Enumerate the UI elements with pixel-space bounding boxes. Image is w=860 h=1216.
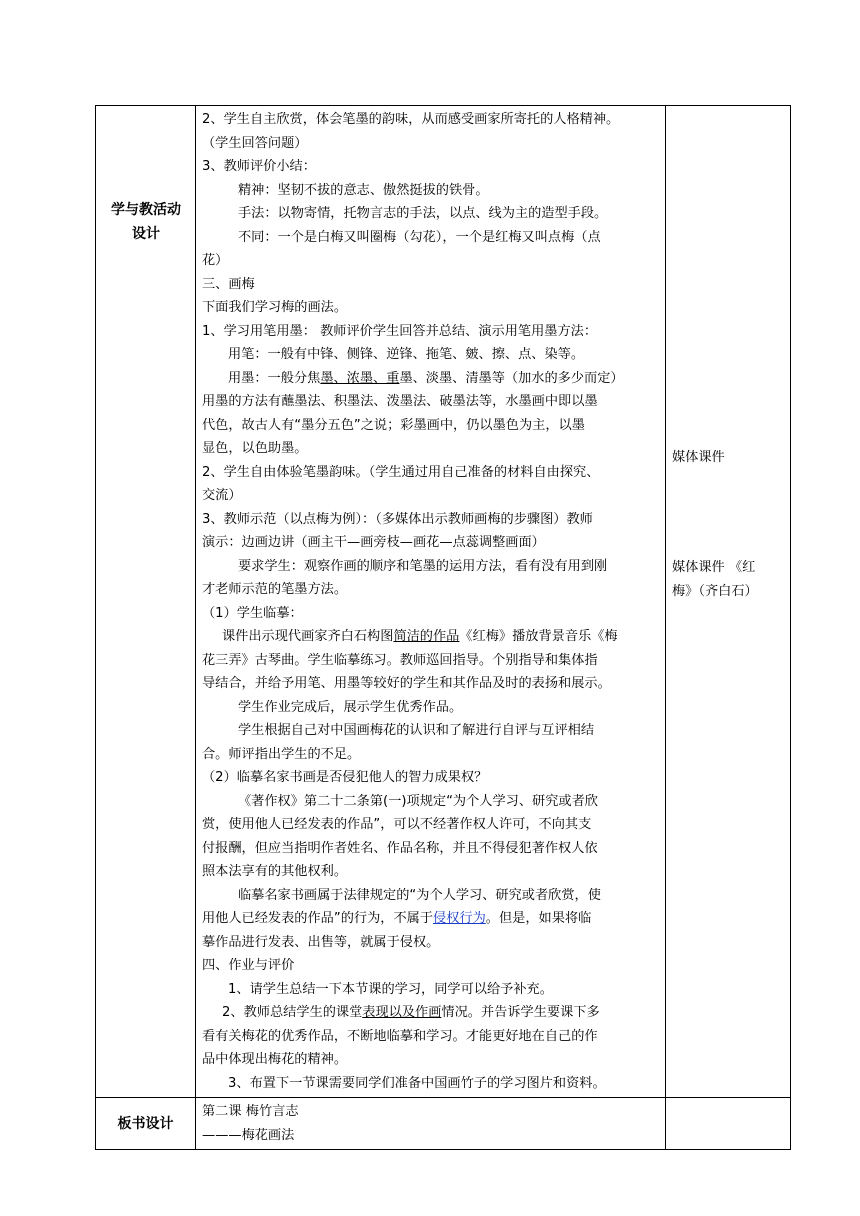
activity-row [96, 106, 791, 1098]
law-text-prefix: 用他人已经发表的作品”的行为，不属于 [202, 911, 434, 926]
board-design-line1: 第二课 梅竹言志 [202, 1104, 299, 1119]
law-text-suffix: 。但是，如果将临 [485, 911, 592, 926]
ink-text-underlined: 墨、浓墨、重 [320, 370, 400, 386]
activity-label-line1: 学与教活动 [111, 202, 181, 218]
infringement-link[interactable]: 侵权行为 [433, 911, 486, 926]
text-line: 看有关梅花的优秀作品，不断地临摹和学习。才能更好地在自己的作 [202, 1028, 598, 1044]
text-line: 学生根据自己对中国画梅花的认识和了解进行自评与互评相结 [238, 723, 595, 738]
media-courseware-2 [672, 556, 758, 603]
text-line: 照本法享有的其他权利。 [202, 864, 348, 879]
text-line: 不同：一个是白梅又叫圈梅（勾花），一个是红梅又叫点梅（点 [238, 229, 601, 245]
media-courseware-1: 媒体课件 [672, 450, 725, 465]
text-line: 代色，故古人有“墨分五色”之说；彩墨画中，仍以墨色为主，以墨 [202, 417, 585, 433]
media-courseware-2-line1: 媒体课件 《红 [672, 560, 756, 575]
text-line: 3、教师评价小结： [202, 159, 316, 174]
text-line: 临摹名家书画属于法律规定的“为个人学习、研究或者欣赏，使 [238, 887, 601, 903]
text-line: 3、布置下一节课需要同学们准备中国画竹子的学习图片和资料。 [228, 1075, 606, 1091]
courseware-text-prefix: 课件出示现代画家齐白石构图 [222, 629, 394, 644]
activity-label [96, 198, 196, 246]
ink-method-line [202, 367, 661, 391]
text-line: 摹作品进行发表、出售等，就属于侵权。 [202, 934, 440, 950]
activity-text-block-a [202, 108, 661, 367]
text-line: 付报酬，但应当指明作者姓名、作品名称，并且不得侵犯著作权人依 [202, 840, 598, 856]
text-line: 精神：坚韧不拔的意志、傲然挺拔的铁骨。 [238, 182, 489, 198]
activity-text-block-c [202, 649, 661, 908]
evaluation-text-underlined: 表现以及作画 [362, 1005, 442, 1020]
text-line: 下面我们学习梅的画法。 [202, 300, 348, 315]
board-design-empty-cell [666, 1098, 791, 1150]
text-line: 2、学生自由体验笔墨韵味。（学生通过用自己准备的材料自由探究、 [202, 464, 600, 480]
ink-text-suffix: 墨、淡墨、清墨等（加水的多少而定） [399, 370, 624, 386]
courseware-text-suffix: 《红梅》播放背景音乐《梅 [459, 629, 618, 644]
text-line: 要求学生：观察作画的顺序和笔墨的运用方法，看有没有用到刚 [238, 558, 608, 574]
text-line: （1）学生临摹： [202, 605, 303, 621]
board-design-content [196, 1098, 666, 1150]
text-line: 三、画梅 [202, 276, 255, 292]
activity-text-block-e [202, 1025, 661, 1096]
text-line: 合。师评指出学生的不足。 [202, 746, 361, 762]
text-line: 用笔：一般有中锋、侧锋、逆锋、拖笔、皴、擦、点、染等。 [228, 347, 585, 362]
text-line: （2）临摹名家书画是否侵犯他人的智力成果权？ [202, 770, 488, 785]
board-design-row [96, 1098, 791, 1150]
text-line: 才老师示范的笔墨方法。 [202, 582, 348, 597]
text-line: （学生回答问题） [202, 135, 308, 151]
text-line: 《著作权》第二十二条第(一)项规定“为个人学习、研究或者欣 [238, 793, 598, 809]
lesson-plan-table [95, 105, 791, 1150]
ink-text-prefix: 用墨：一般分焦 [228, 370, 321, 386]
board-design-line2: ———梅花画法 [202, 1127, 295, 1143]
activity-label-line2: 设计 [132, 226, 160, 242]
activity-text-block-b [202, 390, 661, 625]
text-line: 导结合，并给予用笔、用墨等较好的学生和其作品及时的表扬和展示。 [202, 676, 611, 691]
evaluation-line [202, 1001, 661, 1025]
courseware-line [202, 625, 661, 649]
activity-content-cell [196, 106, 666, 1098]
text-line: 演示：边画边讲（画主干—画旁枝—画花—点蕊调整画面） [202, 535, 545, 550]
text-line: 2、学生自主欣赏，体会笔墨的韵味，从而感受画家所寄托的人格精神。 [202, 112, 620, 127]
activity-label-cell [96, 106, 196, 1098]
text-line: 品中体现出梅花的精神。 [202, 1052, 348, 1067]
evaluation-text-suffix: 情况。并告诉学生要课下多 [441, 1005, 600, 1020]
law-line [202, 907, 661, 931]
media-cell [666, 106, 791, 1098]
board-design-label: 板书设计 [96, 1098, 196, 1150]
text-line: 1、请学生总结一下本节课的学习，同学可以给予补充。 [228, 981, 553, 997]
text-line: 学生作业完成后，展示学生优秀作品。 [238, 699, 463, 715]
text-line: 花三弄》古琴曲。学生临摹练习。教师巡回指导。个别指导和集体指 [202, 652, 598, 668]
evaluation-text-prefix: 2、教师总结学生的课堂 [222, 1005, 363, 1020]
text-line: 显色，以色助墨。 [202, 441, 308, 456]
text-line: 手法：以物寄情，托物言志的手法，以点、线为主的造型手段。 [238, 206, 608, 221]
courseware-text-underlined: 简洁的作品 [393, 629, 460, 644]
text-line: 用墨的方法有蘸墨法、积墨法、泼墨法、破墨法等，水墨画中即以墨 [202, 394, 598, 409]
media-courseware-2-line2: 梅》（齐白石） [672, 583, 758, 599]
activity-text-block-d [202, 931, 661, 1002]
text-line: 四、作业与评价 [202, 958, 295, 973]
text-line: 交流） [202, 488, 242, 503]
text-line: 赏，使用他人已经发表的作品”，可以不经著作权人许可，不向其支 [202, 817, 592, 832]
text-line: 花） [202, 253, 229, 268]
text-line: 3、教师示范（以点梅为例）：（多媒体出示教师画梅的步骤图）教师 [202, 511, 593, 527]
text-line: 1、学习用笔用墨： 教师评价学生回答并总结、演示用笔用墨方法： [202, 323, 598, 339]
